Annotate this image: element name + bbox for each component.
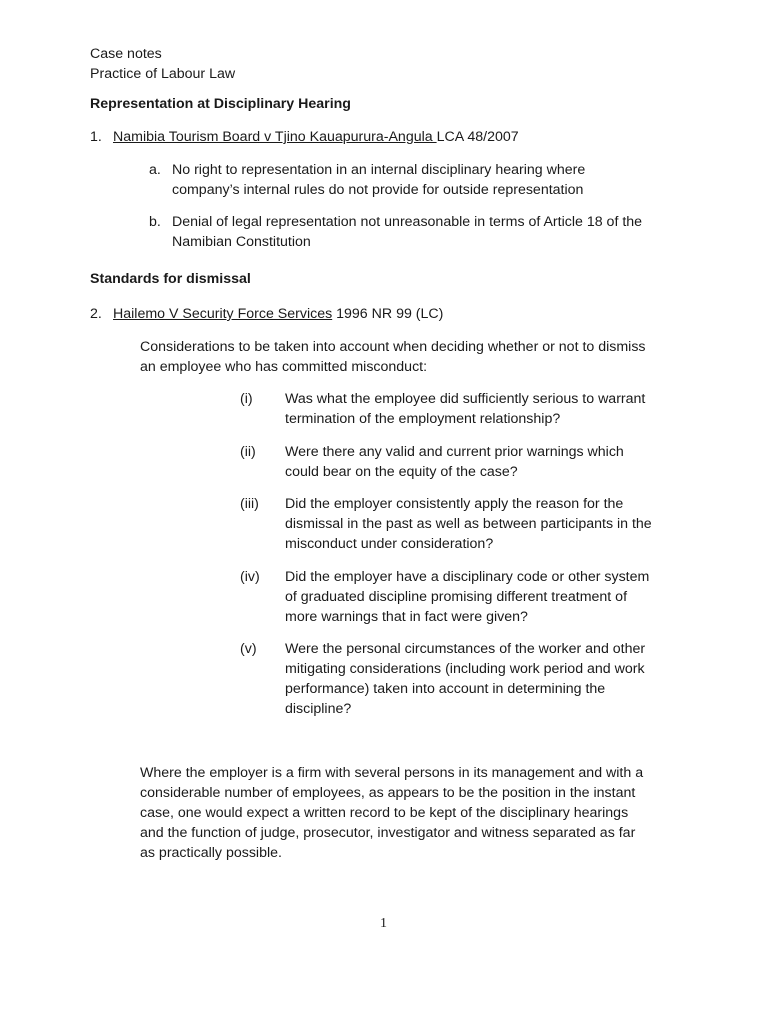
case-1-number: 1. — [90, 129, 102, 145]
intro-line-2: an employee who has committed misconduct: — [140, 359, 428, 375]
consideration-v-line-4: discipline? — [285, 701, 352, 717]
consideration-ii-label: (ii) — [240, 444, 256, 460]
closing-line-2: considerable number of employees, as appears to be the position in the instant — [140, 785, 636, 801]
considerations-intro — [140, 337, 646, 377]
point-a-text — [172, 160, 585, 200]
case-2-number: 2. — [90, 306, 102, 322]
consideration-ii-text — [285, 442, 624, 482]
consideration-ii-line-2: could bear on the equity of the case? — [285, 464, 518, 480]
header-subject: Practice of Labour Law — [90, 66, 236, 82]
consideration-v-line-2: mitigating considerations (including work period and work — [285, 661, 645, 677]
point-a-line-1: No right to representation in an internal disciplinary hearing where — [172, 162, 586, 178]
consideration-iii-text — [285, 494, 652, 554]
consideration-iv-line-3: more warnings that in fact were given? — [285, 609, 528, 625]
case-1 — [90, 127, 519, 147]
closing-paragraph — [140, 763, 643, 863]
consideration-iv-line-2: of graduated discipline promising different treatment of — [285, 589, 628, 605]
closing-line-4: and the function of judge, prosecutor, investigator and witness separated as far — [140, 825, 636, 841]
case-2 — [90, 304, 443, 324]
closing-line-3: case, one would expect a written record to be kept of the disciplinary hearings — [140, 805, 629, 821]
case-2-citation: 1996 NR 99 (LC) — [332, 306, 444, 322]
consideration-i-line-2: termination of the employment relationship? — [285, 411, 561, 427]
point-b-line-2: Namibian Constitution — [172, 234, 311, 250]
case-1-name: Namibia Tourism Board v Tjino Kauapurura-Angula — [113, 129, 437, 145]
page-number: 1 — [380, 916, 387, 931]
consideration-v-text — [285, 639, 645, 719]
consideration-v-line-1: Were the personal circumstances of the worker and other — [285, 641, 646, 657]
consideration-iii-label: (iii) — [240, 496, 259, 512]
case-1-citation: LCA 48/2007 — [436, 129, 519, 145]
consideration-i-line-1: Was what the employee did sufficiently serious to warrant — [285, 391, 646, 407]
point-a-label: a. — [149, 162, 161, 178]
consideration-i-text — [285, 389, 645, 429]
consideration-iii-line-3: misconduct under consideration? — [285, 536, 494, 552]
point-b-text — [172, 212, 642, 252]
section-heading-representation: Representation at Disciplinary Hearing — [90, 96, 351, 112]
header-case-notes: Case notes — [90, 46, 162, 62]
consideration-i-label: (i) — [240, 391, 253, 407]
point-b-label: b. — [149, 214, 161, 230]
document-header — [90, 44, 235, 84]
consideration-v-line-3: performance) taken into account in determining the — [285, 681, 606, 697]
consideration-iii-line-2: dismissal in the past as well as between participants in the — [285, 516, 652, 532]
closing-line-5: as practically possible. — [140, 845, 282, 861]
point-b-line-1: Denial of legal representation not unreasonable in terms of Article 18 of the — [172, 214, 643, 230]
intro-line-1: Considerations to be taken into account when deciding whether or not to dismiss — [140, 339, 646, 355]
consideration-iii-line-1: Did the employer consistently apply the reason for the — [285, 496, 624, 512]
case-2-name: Hailemo V Security Force Services — [113, 306, 333, 322]
consideration-v-label: (v) — [240, 641, 257, 657]
consideration-iv-text — [285, 567, 649, 627]
closing-line-1: Where the employer is a firm with several persons in its management and with a — [140, 765, 644, 781]
section-heading-dismissal: Standards for dismissal — [90, 271, 251, 287]
consideration-ii-line-1: Were there any valid and current prior warnings which — [285, 444, 624, 460]
point-a-line-2: company’s internal rules do not provide for outside representation — [172, 182, 584, 198]
consideration-iv-line-1: Did the employer have a disciplinary code or other system — [285, 569, 650, 585]
consideration-iv-label: (iv) — [240, 569, 260, 585]
